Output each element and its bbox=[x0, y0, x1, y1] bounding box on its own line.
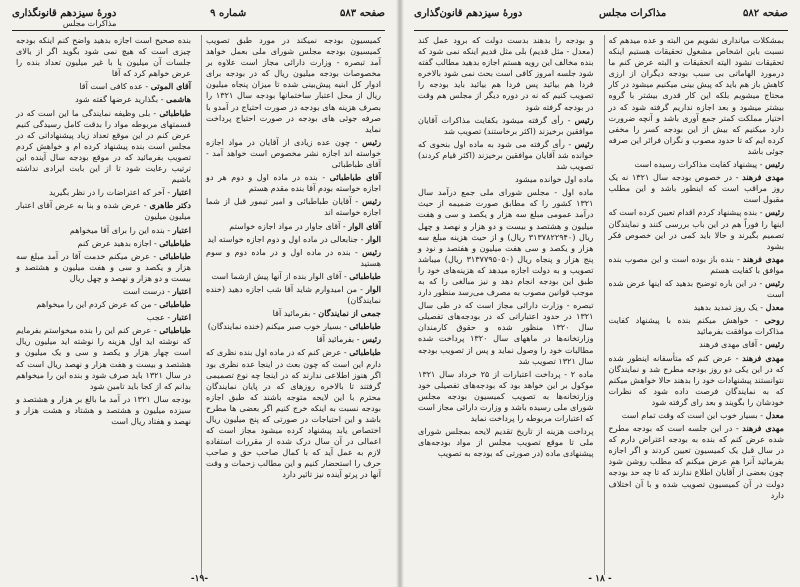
speaker-name: معدل bbox=[765, 410, 784, 420]
speaker-name: الوار bbox=[365, 233, 381, 244]
speaker-name: مهدی فرهند bbox=[742, 172, 785, 183]
left-header-session: شماره ۹ bbox=[210, 8, 247, 19]
right-page bbox=[400, 0, 800, 587]
paragraph-text: - رأی گرفته میشود بکفایت مذاکرات آقایان موافقین برخیزند (اکثر برخاستند) تصویب شد bbox=[418, 114, 594, 136]
paragraph-text: - در این جلسه است که بودجه مطرح شده عرض کنم که بنده به بودجه اعتراض دارم که در سال قبل یک کمیسیون تعیین کردند و اگر اجازه بفرمائید آنرا هم عرض میکنم که مطلب روشن شود چون بعضی از آقایان اطلاع ندارند که تا چه حد بودجه دولت در آن کمیسیون تصویب شده و با آن اختلاف دارد bbox=[608, 423, 784, 500]
right-page-header bbox=[414, 8, 788, 31]
right-header-subtitle: مذاکرات مجلس bbox=[599, 8, 667, 19]
paragraph-text: - بنده این را برای آقا میخواهم bbox=[69, 224, 171, 235]
left-page-number: -۱۹- bbox=[190, 574, 209, 584]
paragraph-text: - آقای جاوار در مواد اجازه خواستم bbox=[229, 220, 346, 231]
paragraph-text: پرداخت هزینه از تاریخ تقدیم لایحه بمجلس شورای ملی تا موقع تصویب مجلس از مواد بودجه‌های پیشنهادی ماده (در صورتی که بودجه به تصویب bbox=[418, 426, 594, 459]
paragraph bbox=[609, 423, 785, 501]
speaker-name: معدل bbox=[765, 302, 784, 313]
paragraph-text: - عرض میکنم خدمت آقا در آمد مبلغ سه هزار و یکصد و سی و هفت میلیون و هشتصد و بیست و دو هزار و نهصد و چهل ریال bbox=[16, 250, 191, 283]
paragraph-text: - بنده در ماده اول و در ماده دوم و سوم هستید bbox=[206, 246, 381, 268]
paragraph-text: - یک روز تمدید بدهید bbox=[693, 302, 764, 313]
paragraph-text: - آقای الوار بنده از آنها پیش ازشما است bbox=[211, 270, 347, 281]
paragraph bbox=[206, 196, 381, 218]
paragraph-text: - عده کافی است آقا bbox=[79, 81, 149, 92]
paragraph bbox=[418, 139, 594, 172]
speaker-name: طباطبائی bbox=[349, 321, 381, 332]
paragraph-text: - بنده باز بوده است و این مصوب بنده موافق با کفایت هستم bbox=[608, 253, 784, 275]
paragraph bbox=[609, 207, 785, 251]
left-page-column-right bbox=[201, 35, 385, 575]
right-header-page-label: صفحه ۵۸۲ bbox=[743, 8, 788, 19]
paragraph bbox=[16, 108, 191, 186]
speaker-name: طباطبائی bbox=[159, 237, 191, 248]
speaker-name: طباطبائی bbox=[349, 270, 381, 281]
speaker-name: طباطبائی bbox=[159, 325, 191, 336]
paragraph bbox=[206, 234, 381, 245]
paragraph bbox=[16, 286, 191, 297]
paragraph bbox=[609, 302, 785, 313]
paragraph bbox=[418, 35, 594, 113]
speaker-name: رئیس bbox=[765, 159, 784, 170]
speaker-name: رئیس bbox=[362, 246, 381, 257]
paragraph bbox=[609, 315, 785, 337]
paragraph-text: - چون عده زیادی از آقایان در مواد اجازه خواسته اند اجازه نشر مخصوص است خواهد آمد - آقای طباطبائی bbox=[206, 136, 381, 170]
speaker-name: اعتبار bbox=[172, 312, 191, 323]
speaker-name: اعتبار bbox=[172, 224, 191, 235]
paragraph-text: - جنابعالی در ماده اول و دوم اجازه خواسته اید bbox=[207, 233, 364, 244]
speaker-name: طباطبائی bbox=[159, 299, 191, 310]
paragraph-text: تبصره - وزارت دارائی مجاز است که در طی سال ۱۳۲۱ در حدود اعتباراتی که در بودجه‌های تفصیلی سال ۱۳۲۰ منظور شده و حقوق کارمندان وزارتخانه‌ها در ماههای سال ۱۳۲۰ پرداخت شده مطالبات خود را وصول نماید و پس از تصویب بودجه سال ۱۳۲۱ تصویب شد bbox=[418, 300, 594, 366]
speaker-name: طباطبائی bbox=[159, 250, 191, 261]
speaker-name: دکتر طاهری bbox=[149, 200, 191, 211]
paragraph-text: ماده اول خوانده میشود bbox=[515, 174, 594, 185]
paragraph bbox=[609, 278, 785, 300]
speaker-name: رئیس bbox=[362, 334, 381, 345]
right-page-number: - ۱۸ - bbox=[588, 574, 612, 584]
right-page-column-left bbox=[414, 35, 598, 575]
paragraph bbox=[609, 410, 785, 421]
left-header-subtitle: مذاکرات مجلس bbox=[62, 19, 117, 28]
paragraph-text: - آقایان طباطبائی و امیر تیمور قبل از شما اجازه خواسته اند bbox=[206, 196, 381, 218]
left-header-title-block bbox=[12, 8, 116, 28]
speaker-name: رئیس bbox=[362, 196, 381, 207]
speaker-name: اعتبار bbox=[172, 187, 191, 198]
speaker-name: رئیس bbox=[765, 277, 784, 288]
left-header-page-label: صفحه ۵۸۳ bbox=[340, 8, 385, 19]
paragraph-text: - درست است bbox=[122, 285, 171, 296]
paragraph bbox=[206, 271, 381, 282]
paragraph-text: - عرض کنم این را بنده میخواستم بفرمایم که نوشته اید اول هزینه را نوشته اید میلیون ریال است چهار هزار و یکصد و سی و یک میلیون و هشتصد و بیست و هفت هزار و نهصد ریال است که در سال ۱۳۲۱ باید صرف شود و بنده این را میخواهم بدانم که از کجا باید تامین شود bbox=[16, 325, 191, 391]
speaker-name: روحی bbox=[764, 315, 784, 326]
paragraph-text: - عرض کنم که متأسفانه اینطور شده که در این یکی دو روز بودجه مطرح شد و نمایندگان نتوانستند پیشنهادات خود را بدهند حالا خواهش میکنم که به نمایندگان فرصت داده شود که نظرات خودشان را بگویند و بعد رای گرفته شود bbox=[608, 352, 784, 407]
paragraph-text: - بنده در ماده اول و دوم هر دو اجازه خواسته بودم آقا بنده مقدم هستم bbox=[206, 172, 381, 194]
paragraph-text: - بنده پیشنهاد کردم اقدام تعیین کرده است که اینها را فوراً هم در این باب بررسی کنند و نمایندگان تصمیم بگیرند و حالا باید کمی در این خصوص فکر بشود bbox=[608, 207, 784, 251]
paragraph bbox=[16, 251, 191, 284]
paragraph bbox=[609, 339, 785, 350]
left-page-column-left bbox=[12, 35, 195, 575]
paragraph bbox=[16, 81, 191, 92]
speaker-name: الوار bbox=[365, 283, 382, 294]
paragraph-text: بودجه سال ۱۳۲۱ در آمد ما بالغ بر هزار و هشتصد و سیزده میلیون و هشتصد و هشتاد و هشت هزار و نهصد و هفتاد ریال است bbox=[16, 393, 191, 426]
paragraph-text: - بفرمائید آقا bbox=[272, 308, 316, 319]
paragraph bbox=[206, 137, 381, 170]
paragraph bbox=[206, 321, 381, 332]
left-page-header bbox=[12, 8, 385, 31]
speaker-name: طباطبائی bbox=[349, 347, 381, 358]
paragraph-text: ماده ۲ - پرداخت اعتبارات از ۲۵ خرداد سال ۱۳۲۱ موکول بر این خواهد بود که بودجه‌های تفصیلی خود وزارتخانه‌ها به تصویب کمیسیون بودجه مجلس شورای ملی رسیده باشد و وزارت دارائی مجاز است که اعتبارات مربوطه را پرداخت نماید bbox=[418, 368, 594, 424]
speaker-name: رئیس bbox=[765, 207, 784, 218]
paragraph bbox=[418, 174, 594, 185]
paragraph-text: - بفرمائید آقا bbox=[316, 334, 360, 345]
paragraph-text: - بلی وظیفه نمایندگی ما این است که در قسمتهای مربوطه مواد را بدقت کامل رسیدگی کنیم عرض کنم در این موقع تعداد زیاد پیشنهاداتی که در مجلس است بنده پیشنهاد کرده ام و خواهش کردم تصویب بفرمائید که در موقع بودجه سال آینده این ترتیب رعایت شود تا از این بابت ایرادی نداشته باشیم bbox=[16, 107, 191, 185]
speaker-name: رئیس bbox=[765, 339, 784, 350]
paragraph-text: - آخر که اعتراضات را در نظر بگیرید bbox=[49, 187, 171, 198]
paragraph bbox=[16, 94, 191, 105]
paragraph bbox=[206, 334, 381, 345]
paragraph bbox=[418, 115, 594, 137]
paragraph bbox=[16, 238, 191, 249]
paragraph bbox=[609, 353, 785, 408]
paragraph-text: و بودجه را بدهند بدست دولت که برود عمل کند (معدل - مثل قدیم) بلی مثل قدیم اینکه نمی شود که بنده مخالف این رویه هستم اجازه بدهید مطالب گفته شود جلسه امروز کافی است بحث نمی شود بالاخره فردا هم بیائید پس فردا هم بیائید باید بودجه را تصویب کنیم که نه در دوره دیگر از مجلس هم وقت در بودجه گرفته شود bbox=[418, 35, 594, 112]
paragraph bbox=[206, 221, 381, 232]
speaker-name: اعتبار bbox=[172, 285, 191, 296]
paragraph bbox=[16, 299, 191, 310]
paragraph-text: ماده اول - مجلس شورای ملی جمع درآمد سال ۱۳۲۱ کشور را که مطابق صورت ضمیمه از حیث درآمد عمومی مبلغ سه هزار و یکصد و سی و هفت میلیون و هشتصد و بیست و دو هزار و نهصد و چهل ریال (۳۱۳۷۸۲۲۹۴۰ ریال) و از حیث هزینه مبلغ سه هزار و یکصد و سی هفت میلیون و هفتصد و نود و پنج هزار و پنجاه ریال (۳۱۳۷۷۹۵۰۵۰ ریال) میباشد تصویب و به دولت اجازه میدهد که هزینه‌های خود را طبق این بودجه انجام دهد و نیز مبالغی را که به موجب قوانین مصوب به مصرف می‌رسد منظور دارد bbox=[418, 187, 594, 298]
speaker-name: مهدی فرهند bbox=[742, 352, 784, 363]
paragraph bbox=[418, 187, 594, 298]
speaker-name: آقای الموتی bbox=[150, 81, 191, 92]
paragraph bbox=[16, 225, 191, 236]
paragraph-text: بنده صحیح است اجازه بدهید واضح کنم اینکه بودجه چیزی است که هیچ نمی شود بگوید اگر از بالای جلسات آن میلیون یا با غیر میلیون تعداد بنده را عرض خواهم کرد که آقا bbox=[16, 35, 191, 79]
paragraph-text: - عرض شده و بنا به عرض آقای اعتبار میلیون میلیون bbox=[16, 200, 191, 222]
speaker-name: مهدی فرهند bbox=[742, 423, 784, 434]
right-page-columns bbox=[414, 35, 788, 575]
paragraph-text: - در خصوص بودجه سال ۱۳۲۱ نه یک روز مراقب است که اینطور باشد و این مطلب مقبول است bbox=[608, 172, 784, 205]
speaker-name: طباطبائی bbox=[159, 107, 192, 118]
right-page-column-right bbox=[604, 35, 789, 575]
paragraph-text: - اجازه بدهید عرض کنم bbox=[77, 237, 157, 248]
book-gutter bbox=[396, 0, 404, 587]
paragraph bbox=[206, 35, 381, 135]
paragraph bbox=[206, 308, 381, 319]
speaker-name: آقای الوار bbox=[348, 220, 381, 231]
paragraph-text: - آقای مهدی فرهند bbox=[699, 339, 763, 350]
speaker-name: هاشمی bbox=[166, 94, 191, 105]
right-header-title: دورهٔ سیزدهم قانون‌گذاری bbox=[414, 8, 523, 19]
left-page-columns bbox=[12, 35, 385, 575]
paragraph-text: - در این باره توضیح بدهید که اینها عرض شده است bbox=[608, 277, 784, 300]
paragraph-text: کمیسیون بودجه نمیکند در مورد طبق تصویب کمیسیون بودجه مجلس شورای ملی بعمل خواهد آمد تبصره - وزارت دارائی مجاز است علاوه بر مخصوصات بودجه میلیون ریال که در بودجه برای ادوار کل ابنیه پیش‌بینی شده تا میزان پنجاه میلیون ریال از محل اعتبار ساختمانها بودجه سال ۱۳۲۱ را بصرف هزینه های بودجه در صورت احتیاج در آمدو با صرفه جوئی های بودجه در صورت احتیاج پرداخت نماید bbox=[206, 35, 381, 134]
paragraph bbox=[418, 369, 594, 424]
paragraph bbox=[609, 172, 785, 205]
speaker-name: رئیس bbox=[574, 138, 594, 149]
paragraph-text: - بسیار خوب صبر میکنم (خنده نمایندگان) bbox=[207, 321, 347, 332]
speaker-name: آقای طباطبائی bbox=[329, 172, 382, 183]
paragraph bbox=[16, 312, 191, 323]
paragraph bbox=[206, 172, 381, 194]
paragraph bbox=[609, 254, 785, 276]
speaker-name: مهدی فرهند bbox=[742, 253, 784, 264]
paragraph bbox=[16, 394, 191, 427]
paragraph bbox=[206, 247, 381, 269]
speaker-name: جمعی از نمایندگان bbox=[318, 308, 381, 319]
paragraph bbox=[418, 426, 594, 459]
paragraph-text: - عجب bbox=[146, 312, 171, 323]
paragraph-text: - عرض کنم که در ماده اول بنده نظری که دارم این است که چون بعث در اینجا عده نظری بود اگر هنوز اطلاعی ندارند که در اینجا چه نوع تصمیمی گرفتند تا بالاخره روزهای که در پایان نمایندگان محترم با این لایحه متوجه باشند که طبق اجازه بودجه نسبت به اینکه خرج کنیم اگر بعضی ها مطرح باشد و این احتیاجات در صورتی که پنج میلیون ریال اختصاص یابد پیشنهاد کرده میشود مجاز است که اعمالی در آن سال درک شده از مقررات استفاده لازم به عمل آید که با کمال صاحب حق و صاحب حرف را استحضار کنیم و این مطالب زحمات و وقت آنها در پرتو آینده نیز تاثیر دارد bbox=[206, 347, 381, 480]
paragraph bbox=[16, 187, 191, 198]
paragraph bbox=[206, 284, 381, 306]
paragraph bbox=[16, 35, 191, 79]
paragraph-text: - بگذارید عرضها گفته شود bbox=[75, 94, 164, 105]
speaker-name: رئیس bbox=[574, 114, 594, 125]
paragraph-text: - رأی گرفته می شود به ماده اول بنحوی که خوانده شد آقایان موافقین برخیزند (اکثر قیام کردند) تصویب شد bbox=[418, 138, 594, 172]
paragraph bbox=[418, 300, 594, 367]
paragraph bbox=[16, 200, 191, 222]
paragraph-text: - پیشنهاد کفایت مذاکرات رسیده است bbox=[634, 159, 763, 170]
speaker-name: رئیس bbox=[362, 136, 381, 147]
paragraph bbox=[609, 159, 785, 170]
left-header-title: دورهٔ سیزدهم قانونگذاری bbox=[12, 8, 117, 19]
paragraph bbox=[16, 325, 191, 392]
paragraph bbox=[206, 347, 381, 480]
paragraph-text: - بسیار خوب این است که وقت تمام است bbox=[621, 410, 764, 420]
paragraph bbox=[609, 35, 785, 157]
paragraph-text: بمشکلات میانداری نشویم من البته و عده میدهم که نسبت باین اشخاص مشغول تحقیقات هستیم اینکه تحقیقات نشود الیته اتحقیقات و البته عرض کنم ما درمورد الهاماتی بی سبب بودجه دیگران از ارزی کاهش باز هم باید که پیش بینی میکنیم میشود در کار محتاج میشویم بلکه این کار قدری بیشتر با گروه بیشتر میشود و بعد اجازه نداریم گرفته شود که در اختیار مملکت کمتر جمع آوری باشد و آنچه ضرورت دارد میکنیم که بیش از این بودجه کسر را مخفی کرده ایم که تا حدود مصوب و نگران فرائر این صرفه جوئی باشد bbox=[608, 35, 784, 156]
paragraph-text: - من امیدوارم شاید آقا شب اجازه دهید (خنده نمایندگان) bbox=[206, 283, 381, 306]
paragraph-text: - خواهش میکنم بنده با پیشنهاد کفایت مذاکرات موافقت بفرمائید bbox=[608, 315, 784, 337]
paragraph-text: - من که عرض کردم این را میخواهم bbox=[36, 299, 157, 310]
